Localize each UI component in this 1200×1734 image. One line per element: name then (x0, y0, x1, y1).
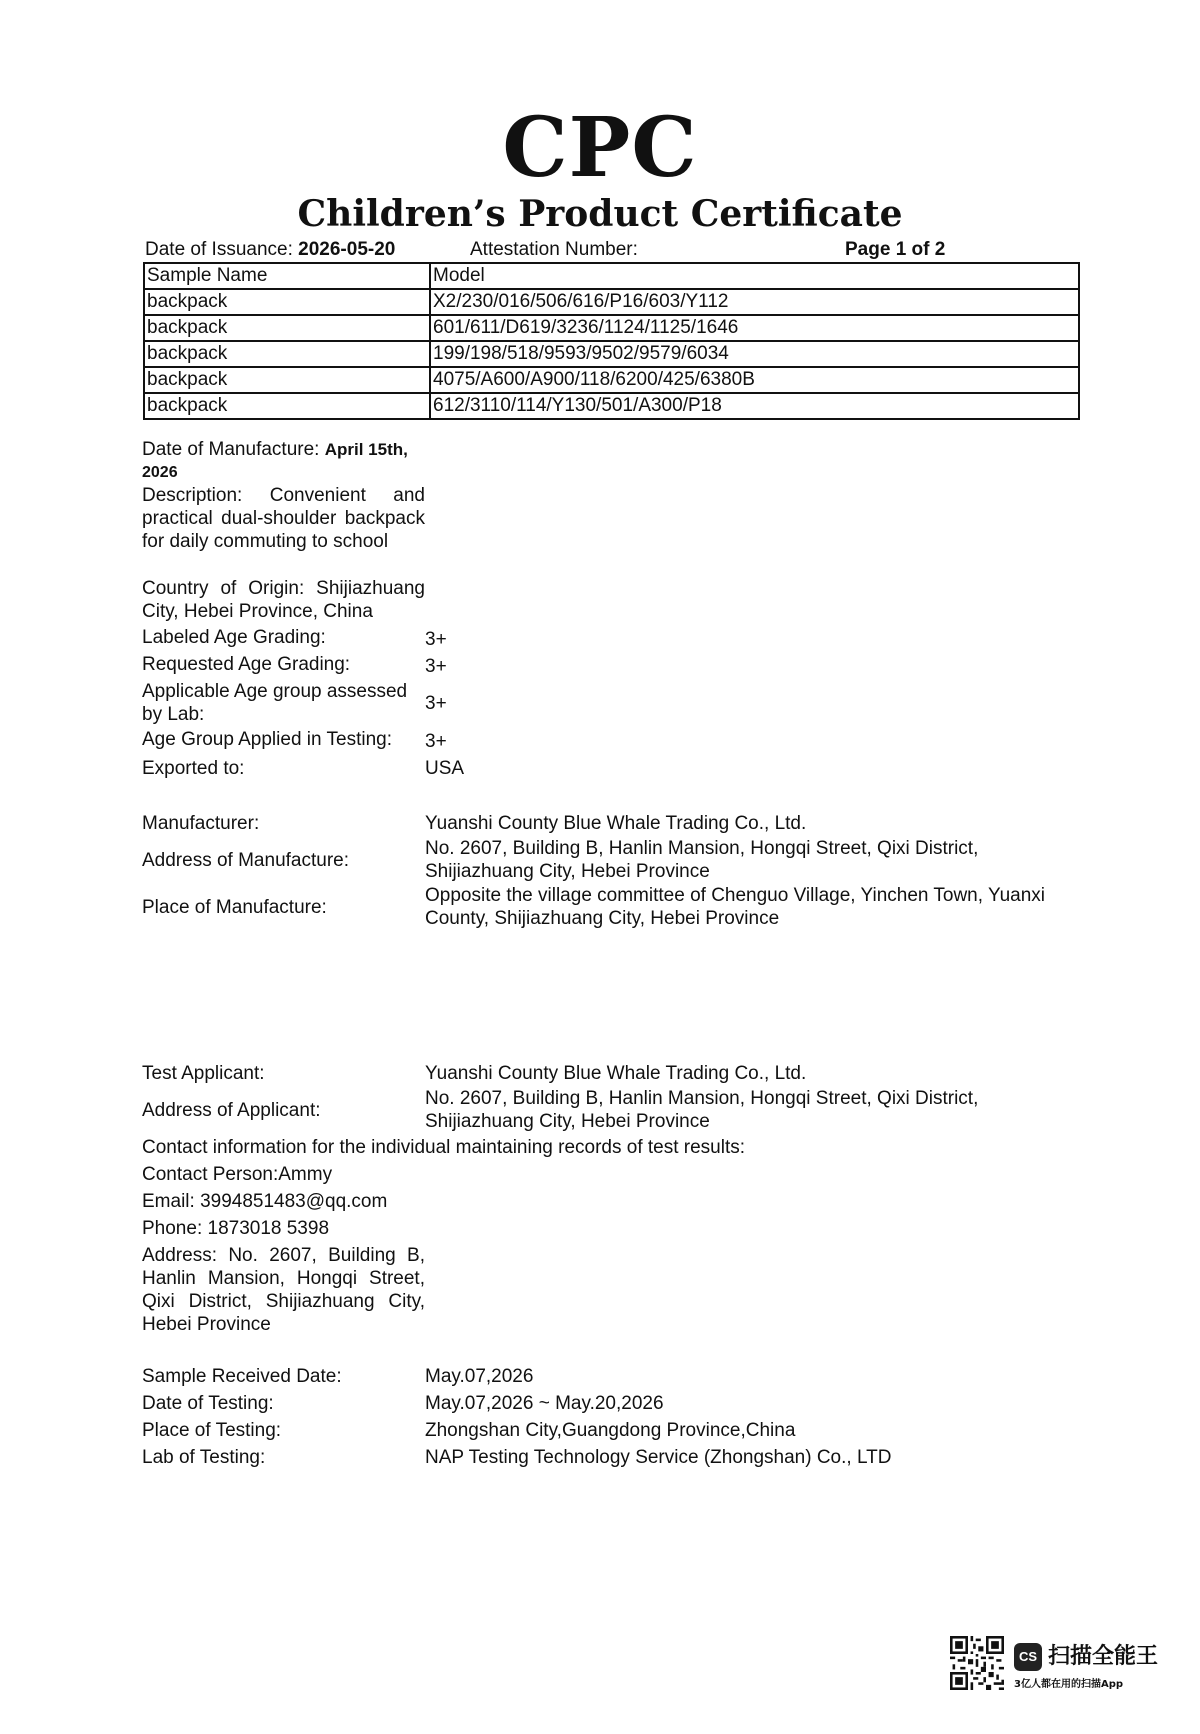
contact-phone: Phone: 1873018 5398 (142, 1218, 330, 1239)
exported-to-label: Exported to: (142, 758, 245, 779)
testing-value: Zhongshan City,Guangdong Province,China (425, 1420, 796, 1441)
country-of-origin: Country of Origin: Shijiazhuang City, Hebei Province, China (142, 578, 425, 622)
testing-value: NAP Testing Technology Service (Zhongshan) Co., LTD (425, 1447, 892, 1468)
table-row (144, 341, 1079, 367)
age-label: Age Group Applied in Testing: (142, 729, 392, 750)
page-title: CPC (502, 100, 698, 196)
sample-name-cell: backpack (144, 289, 430, 315)
issuance-date-line (145, 238, 395, 262)
sample-name-cell: backpack (144, 315, 430, 341)
model-table (143, 262, 1080, 420)
model-cell: X2/230/016/506/616/P16/603/Y112 (430, 289, 1079, 315)
age-label: Applicable Age group assessed by Lab: (142, 681, 408, 725)
date-of-manufacture (142, 438, 408, 461)
manufacture-place-label: Place of Manufacture: (142, 897, 327, 918)
table-row (144, 393, 1079, 419)
issuance-date-value: 2026-05-20 (298, 239, 396, 260)
camscanner-tagline: 3亿人都在用的扫描App (1014, 1679, 1124, 1690)
manufacturer-label: Manufacturer: (142, 813, 260, 834)
exported-to-value: USA (425, 758, 465, 779)
manufacture-address-line-1: No. 2607, Building B, Hanlin Mansion, Hongqi Street, Qixi District, (425, 838, 979, 859)
date-of-manufacture-year: 2026 (142, 464, 178, 481)
age-label: Requested Age Grading: (142, 654, 351, 675)
table-header-cell: Sample Name (144, 263, 430, 289)
qr-code-icon (950, 1636, 1004, 1690)
model-cell: 199/198/518/9593/9502/9579/6034 (430, 341, 1079, 367)
issuance-date-label: Date of Issuance: (145, 239, 293, 260)
testing-label: Lab of Testing: (142, 1447, 266, 1468)
manufacture-address-label: Address of Manufacture: (142, 850, 349, 871)
applicant-address-line-2: Shijiazhuang City, Hebei Province (425, 1111, 710, 1132)
sample-name-cell: backpack (144, 367, 430, 393)
page-number: Page 1 of 2 (845, 239, 946, 260)
contact-intro: Contact information for the individual maintaining records of test results: (142, 1137, 746, 1158)
table-header-row (144, 263, 1079, 289)
age-label: Labeled Age Grading: (142, 627, 326, 648)
manufacturer-name: Yuanshi County Blue Whale Trading Co., Ltd. (425, 813, 807, 834)
testing-label: Date of Testing: (142, 1393, 274, 1414)
testing-label: Place of Testing: (142, 1420, 282, 1441)
table-header-cell: Model (430, 263, 1079, 289)
applicant-address-label: Address of Applicant: (142, 1100, 321, 1121)
applicant-address-line-1: No. 2607, Building B, Hanlin Mansion, Hongqi Street, Qixi District, (425, 1088, 979, 1109)
testing-label: Sample Received Date: (142, 1366, 342, 1387)
attestation-number-label: Attestation Number: (470, 239, 638, 260)
test-applicant-label: Test Applicant: (142, 1063, 265, 1084)
model-cell: 612/3110/114/Y130/501/A300/P18 (430, 393, 1079, 419)
model-cell: 601/611/D619/3236/1124/1125/1646 (430, 315, 1079, 341)
contact-person: Contact Person:Ammy (142, 1164, 333, 1185)
manufacture-address-line-2: Shijiazhuang City, Hebei Province (425, 861, 710, 882)
table-row (144, 315, 1079, 341)
camscanner-name: 扫描全能王 (1048, 1644, 1159, 1669)
age-value: 3+ (425, 629, 447, 650)
age-value: 3+ (425, 731, 447, 752)
contact-address: Address: No. 2607, Building B, Hanlin Mansion, Hongqi Street, Qixi District, Shijiazhuang City, Hebei Province (142, 1245, 425, 1335)
table-row (144, 289, 1079, 315)
test-applicant-name: Yuanshi County Blue Whale Trading Co., Ltd. (425, 1063, 807, 1084)
table-row (144, 367, 1079, 393)
page-subtitle: Children’s Product Certificate (297, 193, 903, 235)
sample-name-cell: backpack (144, 393, 430, 419)
contact-email: Email: 3994851483@qq.com (142, 1191, 388, 1212)
model-cell: 4075/A600/A900/118/6200/425/6380B (430, 367, 1079, 393)
manufacture-place-line-1: Opposite the village committee of Chenguo Village, Yinchen Town, Yuanxi (425, 885, 1046, 906)
date-of-manufacture-value: April 15th, (324, 440, 408, 459)
age-value: 3+ (425, 656, 447, 677)
age-value: 3+ (425, 693, 447, 714)
camscanner-badge-icon: CS (1014, 1643, 1042, 1671)
date-of-manufacture-label: Date of Manufacture: (142, 439, 320, 460)
manufacture-place-line-2: County, Shijiazhuang City, Hebei Province (425, 908, 780, 929)
sample-name-cell: backpack (144, 341, 430, 367)
testing-value: May.07,2026 ~ May.20,2026 (425, 1393, 664, 1414)
product-description: Description: Convenient and practical dual-shoulder backpack for daily commuting to school (142, 485, 425, 552)
testing-value: May.07,2026 (425, 1366, 534, 1387)
